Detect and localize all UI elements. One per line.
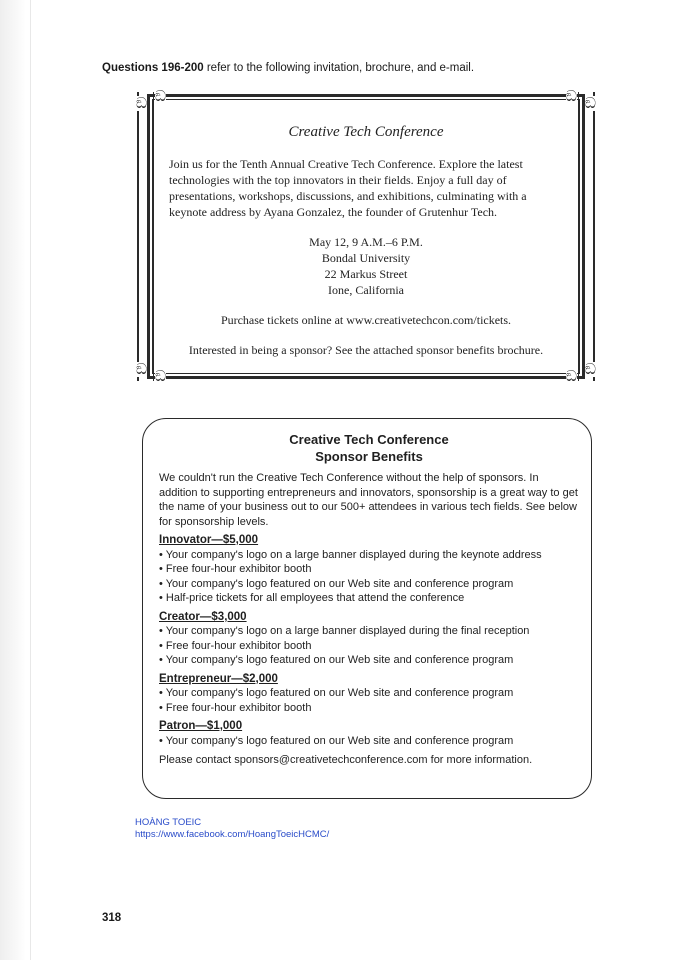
ticket-info: Purchase tickets online at www.creativetechcon.com/tickets. [220,313,512,327]
event-street: 22 Markus Street [324,267,408,281]
swirl-ornament-icon: ඞ [565,87,577,105]
level-heading: Patron—$1,000 [159,720,243,732]
footer-watermark [135,817,329,841]
benefit-item: • Your company's logo on a large banner displayed during the final reception [159,625,530,637]
level-heading: Innovator—$5,000 [159,534,259,546]
page-number: 318 [102,912,122,924]
benefit-item: • Free four-hour exhibitor booth [159,563,312,575]
benefit-item: • Your company's logo on a large banner displayed during the keynote address [159,548,542,561]
sponsor-level-entrepreneur [159,672,579,716]
sponsor-note: Interested in being a sponsor? See the attached sponsor benefits brochure. [188,343,544,357]
brochure-contact: Please contact sponsors@creativetechconference.com for more information. [159,754,533,766]
benefit-item: • Half-price tickets for all employees that attend the conference [159,592,465,604]
benefit-list [159,624,579,668]
sponsor-level-creator [159,610,579,668]
benefit-item: • Your company's logo featured on our Web site and conference program [159,734,514,747]
sponsor-brochure [142,418,592,799]
swirl-ornament-icon: ඞ [584,94,596,112]
footer-url[interactable]: https://www.facebook.com/HoangToeicHCMC/ [135,829,330,840]
questions-text: refer to the following invitation, brochure, and e-mail. [206,62,475,74]
benefit-list [159,686,579,715]
invitation-title: Creative Tech Conference [288,124,444,140]
brochure-content [159,431,579,768]
swirl-ornament-icon: ඞ [136,360,148,378]
benefit-item: • Your company's logo featured on our Web site and conference program [159,577,514,590]
level-heading: Entrepreneur—$2,000 [159,672,278,685]
invitation-frame [135,88,597,385]
swirl-ornament-icon: ඞ [155,87,167,105]
footer-brand: HOÀNG TOEIC [135,817,202,828]
page-edge-line [30,0,31,960]
invitation-details [169,234,563,298]
questions-header [102,62,474,74]
benefit-item: • Free four-hour exhibitor booth [159,701,312,714]
questions-label: Questions 196-200 [102,62,204,74]
event-city: Ione, California [328,283,404,297]
sponsor-level-innovator [159,533,579,606]
event-date-time: May 12, 9 A.M.–6 P.M. [309,235,423,249]
swirl-ornament-icon: ඞ [155,367,167,385]
swirl-ornament-icon: ඞ [565,367,577,385]
brochure-subtitle: Sponsor Benefits [315,449,423,464]
invitation-body: Join us for the Tenth Annual Creative Tech Conference. Explore the latest technologies with the top innovators in their fields. Enjoy a full day of presentations, workshops, discussions, and exhibitions, culminating with a keynote address by Ayana Gonzalez, the founder of Grutenhur Tech. [169,157,527,219]
benefit-list [159,548,579,606]
brochure-intro: We couldn't run the Creative Tech Conference without the help of sponsors. In addition to supporting entrepreneurs and innovators, sponsorship is a great way to get the name of your business out to our 500+ attendees in various tech fields. See below for sponsorship levels. [159,472,578,528]
benefit-item: • Free four-hour exhibitor booth [159,639,312,652]
brochure-title: Creative Tech Conference [289,432,449,447]
invitation-content [169,124,563,358]
sponsor-level-patron [159,719,579,748]
benefit-item: • Your company's logo featured on our Web site and conference program [159,687,514,699]
page-edge [0,0,26,960]
level-heading: Creator—$3,000 [159,610,247,623]
swirl-ornament-icon: ඞ [584,360,596,378]
benefit-list [159,734,579,749]
swirl-ornament-icon: ඞ [136,94,148,112]
event-venue: Bondal University [321,251,411,265]
benefit-item: • Your company's logo featured on our Web site and conference program [159,654,514,666]
